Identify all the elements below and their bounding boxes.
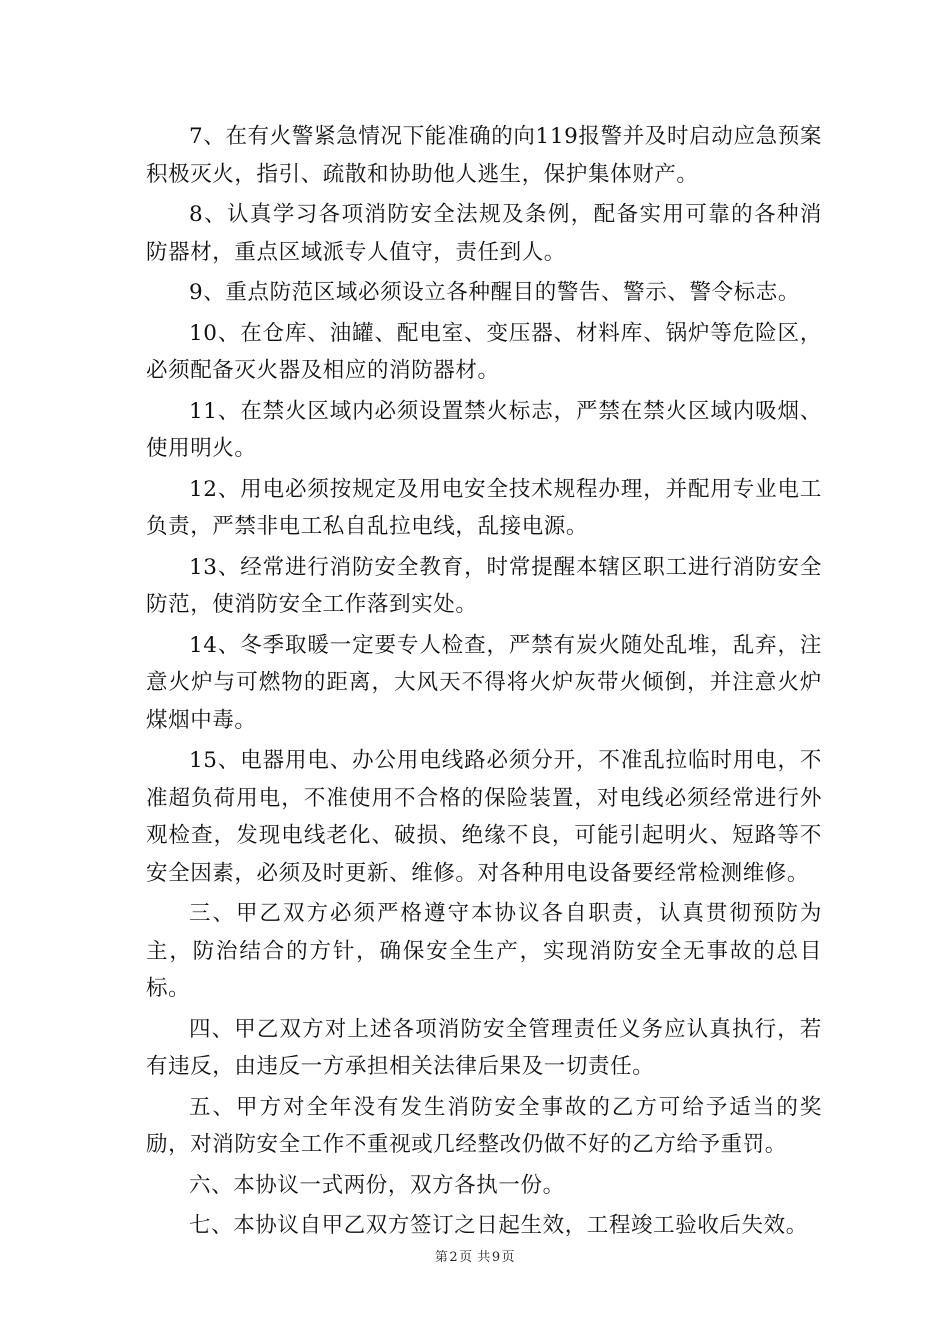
paragraph-item-11: 11、在禁火区域内必须设置禁火标志，严禁在禁火区域内吸烟、使用明火。 — [146, 398, 822, 461]
paragraph-section-5: 五、甲方对全年没有发生消防安全事故的乙方可给予适当的奖励，对消防安全工作不重视或几经整改仍做不好的乙方给予重罚。 — [146, 1094, 822, 1157]
paragraph-section-4: 四、甲乙双方对上述各项消防安全管理责任义务应认真执行，若有违反，由违反一方承担相关法律后果及一切责任。 — [146, 1016, 822, 1079]
paragraph-item-13: 13、经常进行消防安全教育，时常提醒本辖区职工进行消防安全防范，使消防安全工作落到实处。 — [146, 554, 822, 617]
paragraph-section-3: 三、甲乙双方必须严格遵守本协议各自职责，认真贯彻预防为主，防治结合的方针，确保安全生产，实现消防安全无事故的总目标。 — [146, 901, 822, 1001]
page-footer — [0, 1246, 950, 1265]
paragraph-item-7: 7、在有火警紧急情况下能准确的向119报警并及时启动应急预案积极灭火，指引、疏散和协助他人逃生，保护集体财产。 — [146, 124, 822, 187]
paragraph-section-7: 七、本协议自甲乙双方签订之日起生效，工程竣工验收后失效。 — [189, 1213, 808, 1238]
paragraph-item-15: 15、电器用电、办公用电线路必须分开，不准乱拉临时用电，不准超负荷用电，不准使用不合格的保险装置，对电线必须经常进行外观检查，发现电线老化、破损、绝缘不良，可能引起明火、短路等不安全因素，必须及时更新、维修。对各种用电设备要经常检测维修。 — [146, 748, 822, 886]
footer-middle: 页 共 — [459, 1250, 491, 1265]
footer-prefix: 第 — [434, 1250, 449, 1265]
paragraph-item-14: 14、冬季取暖一定要专人检查，严禁有炭火随处乱堆，乱弃，注意火炉与可燃物的距离，大风天不得将火炉灰带火倾倒，并注意火炉煤烟中毒。 — [146, 632, 822, 733]
paragraph-item-9: 9、重点防范区域必须设立各种醒目的警告、警示、警令标志。 — [189, 280, 800, 305]
current-page-number: 2 — [449, 1250, 459, 1265]
paragraph-item-8: 8、认真学习各项消防安全法规及条例，配备实用可靠的各种消防器材，重点区域派专人值守，责任到人。 — [146, 202, 822, 265]
footer-suffix: 页 — [501, 1250, 516, 1265]
paragraph-item-10: 10、在仓库、油罐、配电室、变压器、材料库、锅炉等危险区，必须配备灭火器及相应的消防器材。 — [146, 320, 822, 383]
document-body — [146, 118, 822, 1248]
total-pages-number: 9 — [491, 1250, 501, 1265]
paragraph-section-6: 六、本协议一式两份，双方各执一份。 — [189, 1172, 565, 1198]
paragraph-item-12: 12、用电必须按规定及用电安全技术规程办理，并配用专业电工负责，严禁非电工私自乱拉电线，乱接电源。 — [146, 476, 822, 539]
